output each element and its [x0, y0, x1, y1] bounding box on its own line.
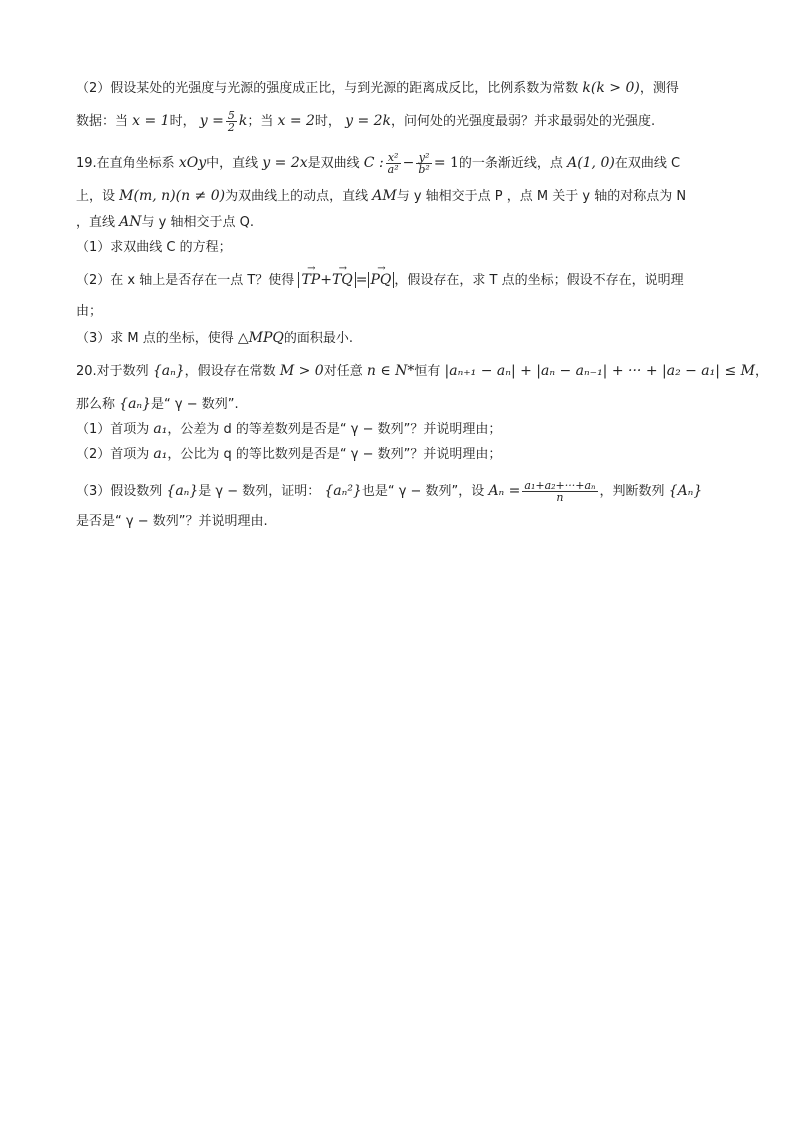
text: 那么称 — [76, 397, 116, 412]
math-am: AM — [372, 188, 397, 204]
text: ，判断数列 — [599, 484, 665, 499]
math-x1: x = 1 — [132, 113, 170, 129]
text: ；当 — [247, 114, 274, 129]
frac-den: n — [556, 491, 564, 504]
text: 在双曲线 C — [614, 156, 681, 171]
text: ，直线 — [76, 215, 116, 230]
text: ，公差为 d 的等差数列是否是“ γ − 数列”？并说明理由； — [167, 422, 502, 437]
fraction-x2-a2 — [386, 152, 401, 175]
text: 时， — [169, 114, 196, 129]
text: 中，直线 — [206, 156, 259, 171]
math-plus: + — [320, 272, 332, 288]
text: 与 y 轴相交于点 Q. — [141, 215, 254, 230]
math-vector-pq — [368, 272, 395, 288]
math-y1: y = — [199, 113, 224, 129]
p19-line3 — [76, 212, 726, 233]
fraction-An — [522, 480, 597, 503]
math-y2: y = 2k — [345, 113, 392, 129]
frac-den: a² — [387, 163, 399, 176]
p18-part2-line1 — [76, 78, 726, 99]
vector-tq: → TQ — [332, 270, 353, 290]
math-a1: a₁ — [153, 446, 168, 462]
p18-part2-line2 — [76, 110, 726, 133]
text: 由； — [76, 304, 103, 319]
text: 也是“ γ − 数列”，设 — [361, 484, 485, 499]
text: 是“ γ − 数列”. — [151, 397, 239, 412]
math-point-a: A(1, 0) — [567, 155, 615, 171]
text: ，假设存在常数 — [184, 364, 276, 379]
math-seq-An: {Aₙ} — [668, 483, 703, 499]
math-seq-an: {aₙ} — [119, 396, 151, 412]
p20-q1 — [76, 419, 726, 440]
p20-q3-line2 — [76, 512, 726, 532]
text: 为双曲线上的动点，直线 — [225, 189, 369, 204]
math-seq-an: {aₙ} — [166, 483, 199, 499]
text: 19.在直角坐标系 — [76, 156, 175, 171]
math-n: n ∈ N* — [366, 363, 415, 379]
text: 是否是“ γ − 数列”？并说明理由. — [76, 514, 268, 529]
fraction-y2-b2 — [416, 152, 431, 175]
p20-line2 — [76, 394, 726, 415]
text: 恒有 — [414, 364, 441, 379]
text: （2）首项为 — [76, 447, 150, 462]
math-vector-sum — [298, 272, 355, 288]
fraction-5-2 — [226, 110, 237, 133]
text: 是双曲线 — [307, 156, 360, 171]
frac-num: a₁+a₂+···+aₙ — [524, 479, 596, 492]
math-sum: |aₙ₊₁ − aₙ| + |aₙ − aₙ₋₁| + ··· + |a₂ − a₁| ≤ M — [444, 363, 755, 379]
text: 数据：当 — [76, 114, 129, 129]
p19-line2 — [76, 186, 726, 207]
math-seq-an: {aₙ} — [152, 363, 185, 379]
p19-q1 — [76, 238, 726, 258]
frac-den: 2 — [227, 121, 235, 134]
text: （2）假设某处的光强度与光源的强度成正比，与到光源的距离成反比，比例系数为常数 — [76, 81, 579, 96]
text: 的一条渐近线，点 — [458, 156, 563, 171]
frac-num: 5 — [227, 109, 235, 122]
text: ，假设存在，求 T 点的坐标；假设不存在，说明理 — [394, 273, 684, 288]
text: （1）求双曲线 C 的方程； — [76, 240, 232, 255]
text: （1）首项为 — [76, 422, 150, 437]
p19-line1 — [76, 152, 726, 175]
text: 上，设 — [76, 189, 116, 204]
text: ， — [754, 364, 768, 379]
p19-q3 — [76, 328, 726, 349]
text: ，问何处的光强度最弱？并求最弱处的光强度. — [391, 114, 656, 129]
frac-den: b² — [418, 163, 430, 176]
text: （3）求 M 点的坐标，使得 — [76, 331, 234, 346]
math-m: M > 0 — [279, 363, 324, 379]
math-a1: a₁ — [153, 421, 168, 437]
math-k: k — [238, 113, 248, 129]
frac-num: x² — [386, 152, 401, 164]
math-xoy: xOy — [178, 155, 207, 171]
math-an: AN — [119, 214, 142, 230]
math-c: C : — [363, 155, 384, 171]
math-line: y = 2x — [262, 155, 308, 171]
math-k: k(k > 0) — [582, 80, 640, 96]
text: 时， — [314, 114, 341, 129]
frac-num: y² — [416, 152, 431, 164]
math-x2: x = 2 — [277, 113, 315, 129]
p20-line1 — [76, 361, 768, 382]
text: 对任意 — [323, 364, 363, 379]
p20-q2 — [76, 444, 726, 465]
text: 的面积最小. — [283, 331, 354, 346]
vector-tp: → TP — [301, 270, 320, 290]
math-eq: = 1 — [433, 155, 459, 171]
vector-pq: → PQ — [371, 270, 392, 290]
math-An: Aₙ = — [488, 483, 521, 499]
text: （2）在 x 轴上是否存在一点 T？使得 — [76, 273, 295, 288]
text: 20.对于数列 — [76, 364, 149, 379]
text: 是 γ − 数列，证明： — [198, 484, 321, 499]
math-seq-an2: {aₙ²} — [324, 483, 362, 499]
p20-q3-line1 — [76, 480, 726, 503]
math-point-m: M(m, n)(n ≠ 0) — [119, 188, 226, 204]
text: ，公比为 q 的等比数列是否是“ γ − 数列”？并说明理由； — [167, 447, 502, 462]
text: ，测得 — [639, 81, 679, 96]
p19-q2-line1 — [76, 270, 726, 291]
p19-q2-line2 — [76, 302, 726, 322]
text: 与 y 轴相交于点 P ，点 M 关于 y 轴的对称点为 N — [396, 189, 687, 204]
text: （3）假设数列 — [76, 484, 163, 499]
math-eq: = — [355, 272, 368, 288]
math-minus: − — [402, 155, 415, 171]
math-triangle: △MPQ — [237, 330, 284, 346]
